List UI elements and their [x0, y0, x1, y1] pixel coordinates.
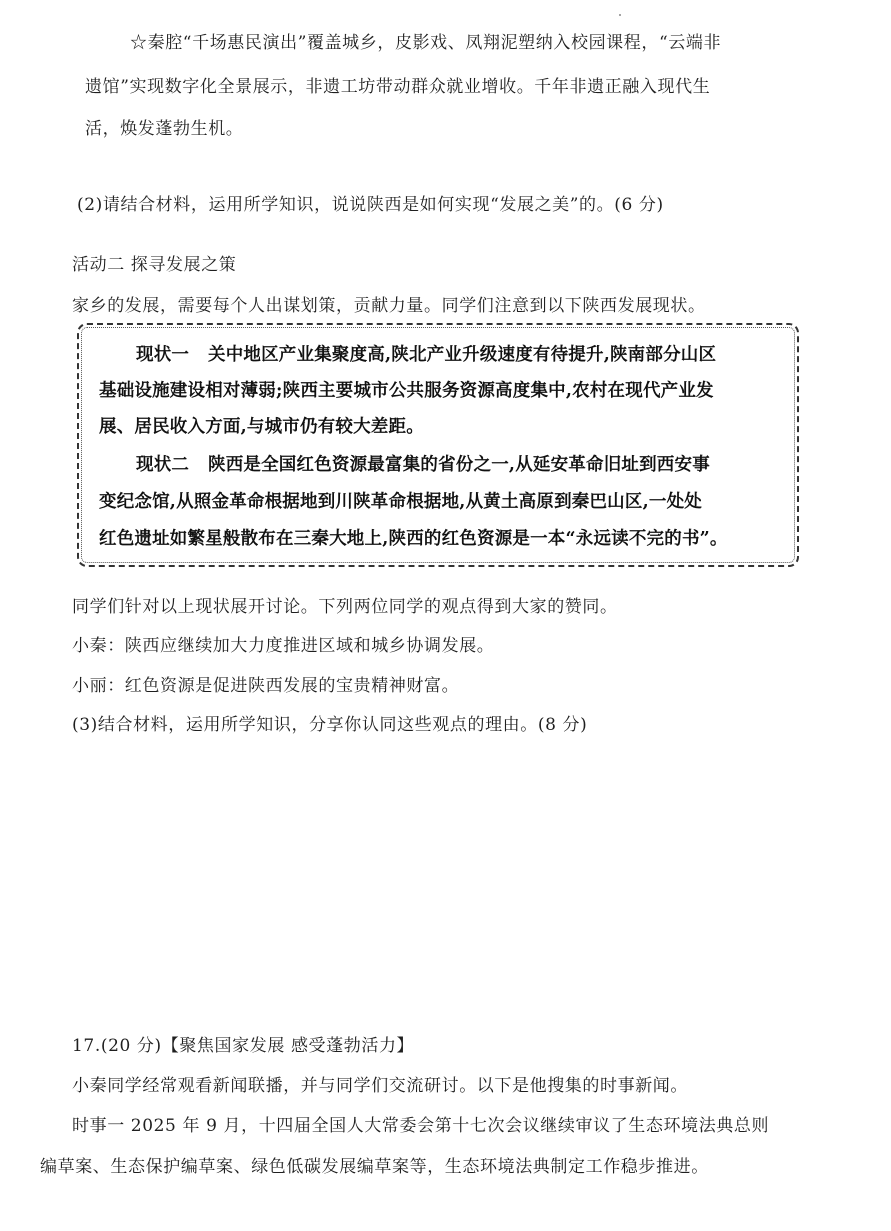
- xiaoqin-view: 小秦：陕西应继续加大力度推进区域和城乡协调发展。: [72, 636, 495, 656]
- question-2: (2)请结合材料，运用所学知识，说说陕西是如何实现“发展之美”的。(6 分): [77, 195, 664, 215]
- status-2-label: 现状二: [136, 455, 190, 475]
- xiaoli-view: 小丽：红色资源是促进陕西发展的宝贵精神财富。: [72, 676, 460, 696]
- status-2-line-2: 变纪念馆,从照金革命根据地到川陕革命根据地,从黄土高原到秦巴山区,一处处: [99, 492, 702, 512]
- material-line-1: ☆秦腔“千场惠民演出”覆盖城乡，皮影戏、凤翔泥塑纳入校园课程，“云端非: [130, 33, 722, 53]
- activity-2-intro: 家乡的发展，需要每个人出谋划策，贡献力量。同学们注意到以下陕西发展现状。: [72, 296, 706, 316]
- material-line-2: 遗馆”实现数字化全景展示，非遗工坊带动群众就业增收。千年非遗正融入现代生: [85, 77, 711, 97]
- status-2-text-1: 陕西是全国红色资源最富集的省份之一,从延安革命旧址到西安事: [208, 455, 710, 475]
- status-2-line-3: 红色遗址如繁星般散布在三秦大地上,陕西的红色资源是一本“永远读不完的书”。: [99, 529, 728, 549]
- question-17-intro: 小秦同学经常观看新闻联播，并与同学们交流研讨。以下是他搜集的时事新闻。: [72, 1076, 688, 1096]
- status-1-text-1: 关中地区产业集聚度高,陕北产业升级速度有待提升,陕南部分山区: [208, 345, 717, 365]
- news-1-line-1: 时事一 2025 年 9 月，十四届全国人大常委会第十七次会议继续审议了生态环境法典总则: [72, 1116, 770, 1136]
- activity-2-title: 活动二 探寻发展之策: [72, 255, 237, 275]
- status-1-line-3: 展、居民收入方面,与城市仍有较大差距。: [99, 417, 424, 437]
- question-3: (3)结合材料，运用所学知识，分享你认同这些观点的理由。(8 分): [72, 715, 588, 735]
- status-1-line-2: 基础设施建设相对薄弱;陕西主要城市公共服务资源高度集中,农村在现代产业发: [99, 381, 714, 401]
- material-line-3: 活，焕发蓬勃生机。: [85, 119, 244, 139]
- discussion-text: 同学们针对以上现状展开讨论。下列两位同学的观点得到大家的赞同。: [72, 597, 618, 617]
- status-1-line-1: [136, 343, 716, 367]
- status-2-line-1: [136, 453, 710, 477]
- scan-speck: [619, 14, 621, 16]
- question-17-header: 17.(20 分)【聚焦国家发展 感受蓬勃活力】: [72, 1036, 415, 1056]
- status-1-label: 现状一: [136, 345, 190, 365]
- news-1-line-2: 编草案、生态保护编草案、绿色低碳发展编草案等，生态环境法典制定工作稳步推进。: [40, 1157, 709, 1177]
